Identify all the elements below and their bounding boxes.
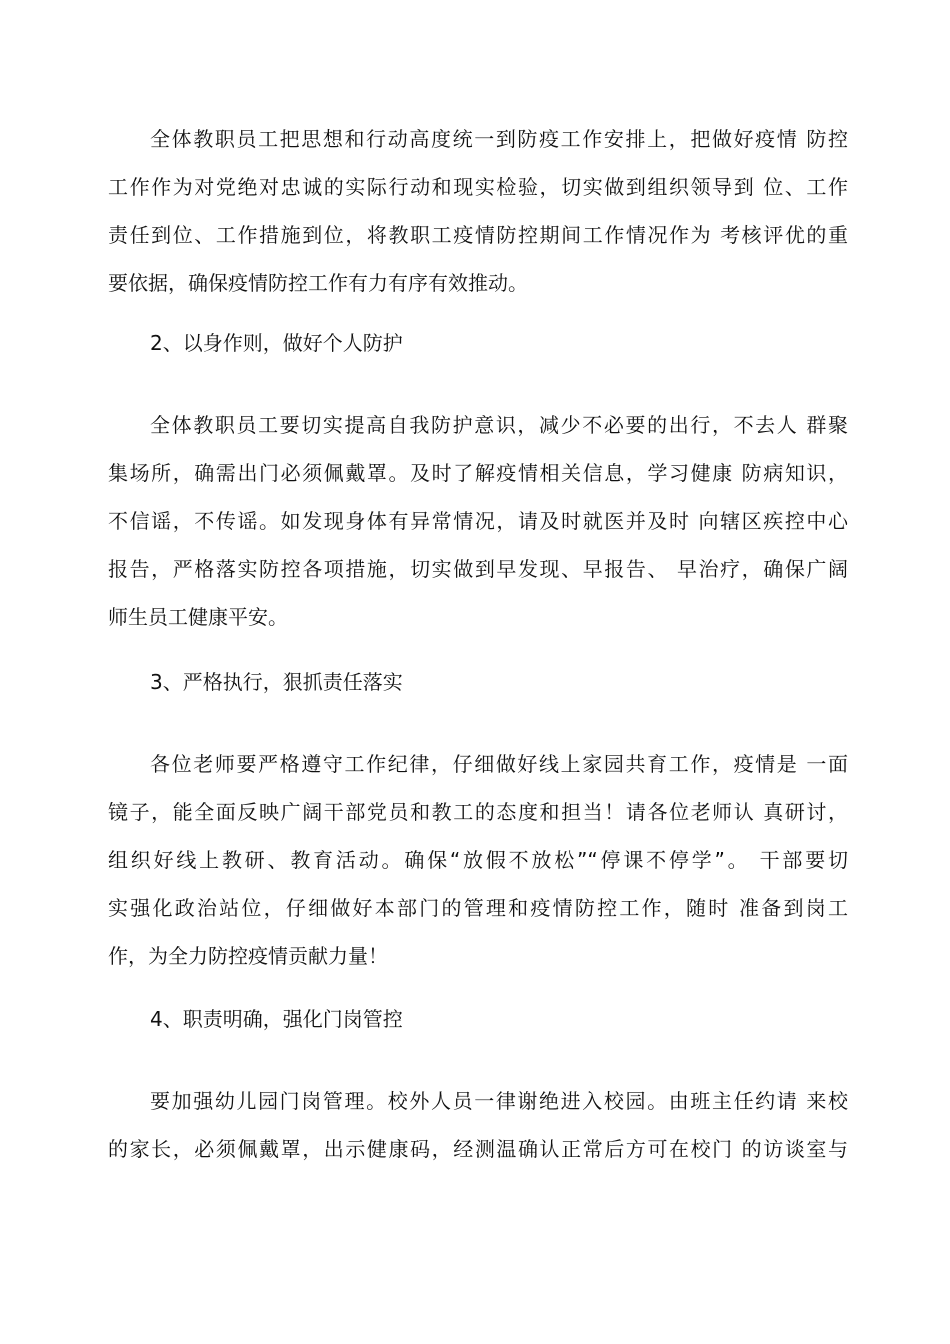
paragraph-line: 各位老师要严格遵守工作纪律，仔细做好线上家园共育工作，疫情是 一面 [150,752,848,776]
section-heading: 2、以身作则，做好个人防护 [150,331,403,355]
paragraph-line: 不信谣，不传谣。如发现身体有异常情况，请及时就医并及时 向辖区疾控中心 [108,509,848,533]
paragraph-line: 作，为全力防控疫情贡献力量！ [108,944,388,968]
paragraph-line: 镜子，能全面反映广阔干部党员和教工的态度和担当！请各位老师认 真研讨， [108,800,848,824]
paragraph-line: 集场所，确需出门必须佩戴罩。及时了解疫情相关信息，学习健康 防病知识， [108,461,848,485]
paragraph-line: 师生员工健康平安。 [108,605,288,629]
paragraph-line: 工作作为对党绝对忠诚的实际行动和现实检验，切实做到组织领导到 位、工作 [108,175,848,199]
paragraph-line: 要加强幼儿园门岗管理。校外人员一律谢绝进入校园。由班主任约请 来校 [150,1089,848,1113]
section-heading: 4、职责明确，强化门岗管控 [150,1007,403,1031]
paragraph-line: 责任到位、工作措施到位，将教职工疫情防控期间工作情况作为 考核评优的重 [108,223,848,247]
paragraph-line: 全体教职员工要切实提高自我防护意识，减少不必要的出行，不去人 群聚 [150,413,848,437]
paragraph-line: 全体教职员工把思想和行动高度统一到防疫工作安排上，把做好疫情 防控 [150,127,848,151]
paragraph-line: 报告，严格落实防控各项措施，切实做到早发现、早报告、 早治疗，确保广阔 [108,557,848,581]
section-heading: 3、严格执行，狠抓责任落实 [150,670,403,694]
paragraph-line: 实强化政治站位，仔细做好本部门的管理和疫情防控工作，随时 准备到岗工 [108,896,848,920]
paragraph-line: 组织好线上教研、教育活动。确保“放假不放松”“停课不停学”。 干部要切 [108,848,848,872]
paragraph-line: 的家长，必须佩戴罩，出示健康码，经测温确认正常后方可在校门 的访谈室与 [108,1137,848,1161]
paragraph-line: 要依据，确保疫情防控工作有力有序有效推动。 [108,271,528,295]
